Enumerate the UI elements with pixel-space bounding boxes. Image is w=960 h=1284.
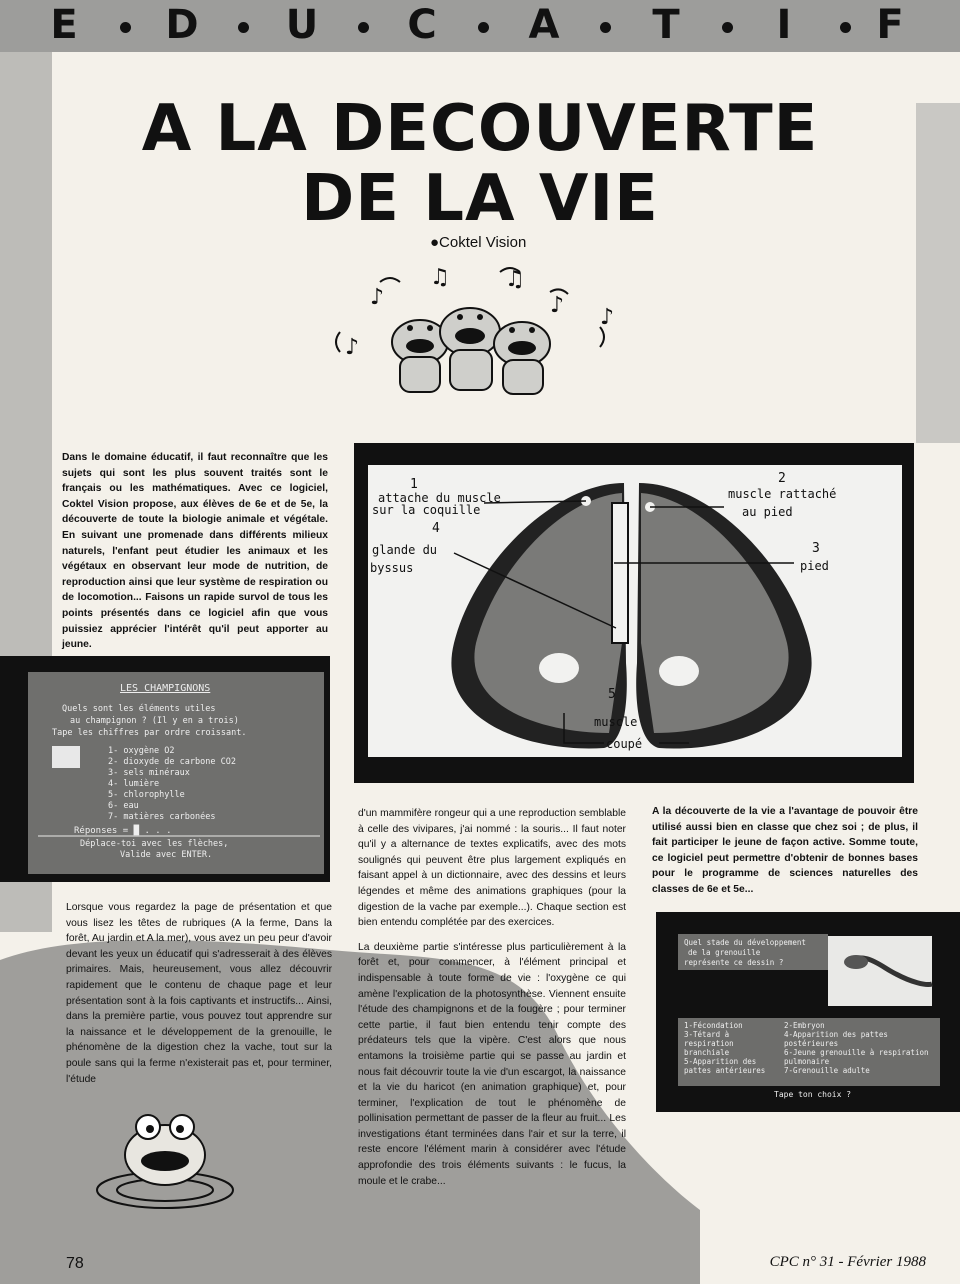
screen-help-2: Valide avec ENTER.: [120, 850, 213, 860]
label-attache-muscle: attache du muscle: [378, 491, 501, 505]
page-title-line-2: DE LA VIE: [301, 162, 659, 236]
header-letter: E: [50, 2, 78, 48]
frog-option: 5-Apparition des pattes antérieures: [684, 1057, 766, 1075]
header-letter: U: [285, 2, 319, 48]
header-letter: T: [652, 2, 680, 48]
section-heading-educatif: [0, 0, 960, 52]
svg-text:♪: ♪: [370, 285, 385, 310]
frog-option: 3-Tétard à respiration branchiale: [684, 1030, 734, 1057]
label-muscle: muscle: [594, 715, 638, 729]
header-dot: [120, 22, 131, 33]
label-number-4: 4: [432, 521, 440, 536]
label-pied: pied: [800, 559, 829, 573]
column-1-body: Lorsque vous regardez la page de présentation et que vous lisez les têtes de rubriques (A la ferme, Dans la forêt, Au jardin et A la mer), vous avez un peu peur d'avoir devant les yeux un éducatif qui s'adresserait à des élèves primaires. Mais, heureusement, vous allez découvrir rapidement que le contenu de chaque page et leur présentation sont à la fois captivants et instructifs... Ainsi, dans la première partie, vous pouvez tout apprendre sur la naissance et le développement de la grenouille, le phénomène de la digestion chez la vache, tout sur la poule sans qui la ferme n'existerait pas et, pour terminer, l'étude: [66, 902, 332, 1085]
screen-option: 2- dioxyde de carbone CO2: [108, 757, 236, 767]
frog-option: 7-Grenouille adulte: [784, 1066, 870, 1075]
publisher-byline: ●Coktel Vision: [430, 234, 527, 251]
column-3-text: A la découverte de la vie a l'avantage de pouvoir être utilisé aussi bien en classe que chez soi ; de plus, il fait participer le jeune de façon active. Somme toute, ce logiciel peut permettre d'obtenir de bonnes bases pour le programme de sciences naturelles des classes de 6e et 5e...: [652, 806, 918, 895]
header-dot: [600, 22, 611, 33]
svg-text:♪: ♪: [550, 293, 565, 318]
header-letter: I: [776, 2, 792, 48]
screen-option: 7- matières carbonées: [108, 812, 216, 822]
frog-options-right: [784, 1021, 938, 1075]
screen-title: LES CHAMPIGNONS: [120, 683, 211, 694]
frog-option: 1-Fécondation: [684, 1021, 743, 1030]
svg-text:♫: ♫: [430, 265, 450, 290]
header-dot: [722, 22, 733, 33]
header-letter: D: [165, 2, 199, 48]
frog-options-left: [684, 1021, 779, 1075]
frog-prompt: Tape ton choix ?: [774, 1090, 852, 1099]
screenshot-moule: [354, 443, 914, 783]
header-letter: F: [876, 2, 904, 48]
label-byssus: byssus: [370, 561, 414, 575]
screen-option: 4- lumière: [108, 779, 160, 789]
frog-question-3: représente ce dessin ?: [684, 958, 784, 967]
label-number-1: 1: [410, 477, 418, 492]
svg-text:♫: ♫: [505, 267, 525, 292]
screenshot-grenouille: [656, 912, 960, 1112]
page-number: 78: [66, 1255, 84, 1272]
label-sur-coquille: sur la coquille: [372, 503, 481, 517]
screen-answer: Réponses = █ . . .: [74, 826, 172, 836]
label-number-5: 5: [608, 687, 616, 702]
header-dot: [238, 22, 249, 33]
screen-option: 5- chlorophylle: [108, 790, 185, 800]
label-muscle-rattache: muscle rattaché: [728, 487, 837, 501]
frog-pond-illustration: [90, 1095, 240, 1215]
header-dot: [358, 22, 369, 33]
label-number-2: 2: [778, 471, 786, 486]
label-au-pied: au pied: [742, 505, 793, 519]
frog-option: 4-Apparition des pattes postérieures: [784, 1030, 888, 1048]
column-2-text: [358, 806, 626, 1198]
label-number-3: 3: [812, 541, 820, 556]
frog-option: 6-Jeune grenouille à respiration pulmonaire: [784, 1048, 929, 1066]
svg-text:♪: ♪: [345, 335, 360, 360]
screen-question-1: Quels sont les éléments utiles: [62, 704, 216, 714]
screen-help-1: Déplace-toi avec les flèches,: [80, 839, 229, 849]
header-letter: A: [528, 2, 560, 48]
label-glande-du: glande du: [372, 543, 438, 557]
screenshot-champignons: [0, 656, 330, 882]
page-title-line-1: A LA DECOUVERTE: [141, 92, 819, 166]
screen-option: 3- sels minéraux: [108, 768, 190, 778]
screen-option: 6- eau: [108, 801, 139, 811]
frog-option: 2-Embryon: [784, 1021, 825, 1030]
svg-text:♪: ♪: [600, 305, 615, 330]
screen-question-3: Tape les chiffres par ordre croissant.: [52, 728, 247, 738]
screen-option: 1- oxygène O2: [108, 746, 175, 756]
screen-question-2: au champignon ? (Il y en a trois): [70, 716, 239, 726]
column-2-paragraph-2: La deuxième partie s'intéresse plus particulièrement à la forêt et, pour commencer, à l'élément principal et indispensable à toute forme de vie : l'oxygène ce qui amène l'explication de la photosynthèse. Viennent ensuite l'étude des champignons et de la fougère ; pour terminer cette partie, il faut bien entendu tenir compte des prédateurs tels que la vipère. C'est alors que nous entamons la troisième partie qui se passe au jardin et nous fait découvrir toute la vie d'un escargot, la naissance et la vie du haricot (en animation graphique) et, pour terminer, l'explication de tout le phénomène de pollinisation permettant de passer de la fleur au fruit... Les investigations étant terminées dans l'air et sur la terre, il reste encore l'élément marin à considérer avec l'étude approfondie des trois éléments suivants : le fucus, la moule et le crabe...: [358, 941, 626, 1187]
column-2-paragraph-1: d'un mammifère rongeur qui a une reproduction semblable à celle des vivipares, j'ai nommé : la souris... Il faut noter qu'il y a alternance de textes explicatifs, avec des mots soulignés qui peuvent être plus largement expliqués en faisant appel à un dictionnaire, avec des dessins et leurs légendes et même des animations graphiques (pour la digestion de la vache par exemple...). Chaque section est bien entendu complétée par des exercices.: [358, 808, 626, 929]
frog-question-2: de la grenouille: [688, 948, 761, 957]
header-dot: [840, 22, 851, 33]
frog-question-1: Quel stade du développement: [684, 938, 806, 947]
label-coupe: coupé: [606, 737, 643, 751]
header-dot: [478, 22, 489, 33]
issue-info: CPC n° 31 - Février 1988: [769, 1254, 926, 1270]
intro-paragraph: Dans le domaine éducatif, il faut reconnaître que les sujets qui sont les plus souvent traités sont le français ou les mathématiques. Avec ce logiciel, Coktel Vision propose, aux élèves de 6e et de 5e, la découverte de toute la biologie animale et végétale. En suivant une promenade dans différents milieux naturels, l'enfant peut étudier les animaux et les végétaux en observant leur mode de nutrition, de reproduction ainsi que leur système de respiration ou de locomotion... Faisons un rapide survol de tous les points présentés dans ce logiciel afin que vous puissiez apprécier l'intérêt qu'il peut apporter au jeune.: [62, 452, 328, 651]
header-letter: C: [407, 2, 437, 48]
singing-frogs-illustration: [300, 262, 640, 402]
